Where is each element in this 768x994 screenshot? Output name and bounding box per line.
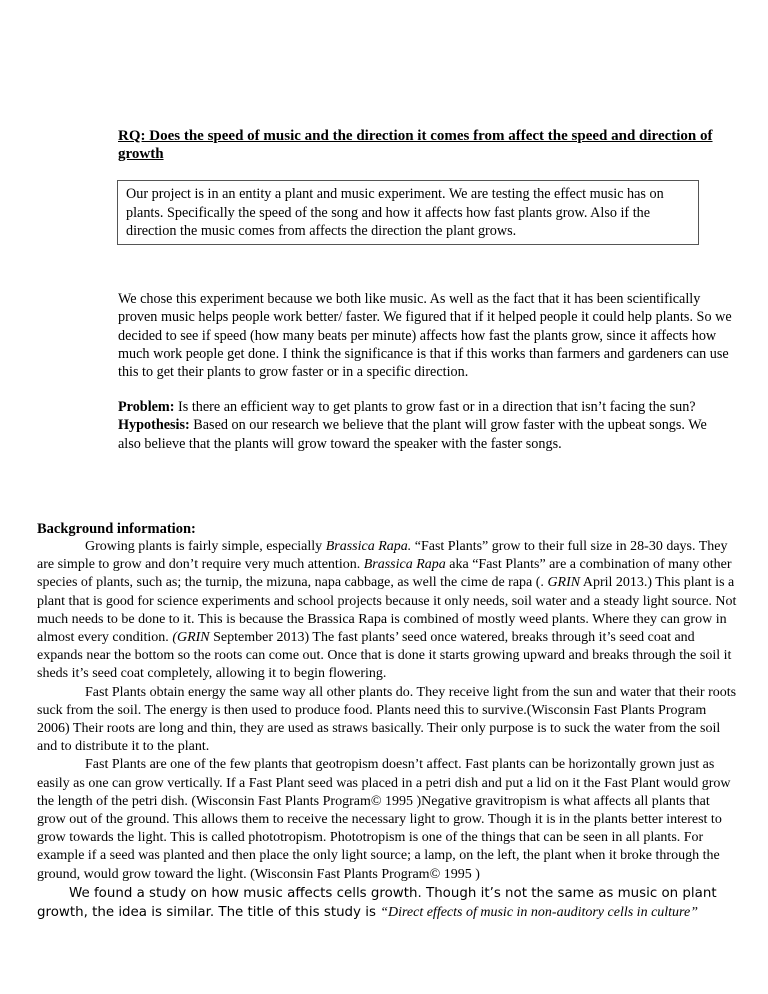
problem-statement — [118, 398, 733, 416]
research-question: RQ: Does the speed of music and the direction it comes from affect the speed and direction of growth — [118, 128, 713, 162]
hypothesis-label: Hypothesis: — [118, 417, 190, 434]
background-paragraph-3: Fast Plants are one of the few plants that geotropism doesn’t affect. Fast plants can be horizontally grown just as easily as one can grow vertically. If a Fast Plant seed was placed in a petri dish and put a lid on it the Fast Plant would grow the length of the petri dish. (Wisconsin Fast Plants Program© 1995 )Negative gravitropism is what affects all plants that grow out of the ground. This allows them to receive the necessary light to grow. Though it is in the plants better interest to grow towards the light. This is called phototropism. Phototropism is one of the things that can be seen in all plants. For example if a seed was planted and then place the only light source; a lamp, on the left, the plant when it broke through the ground, would grow toward the light. (Wisconsin Fast Plants Program© 1995 ) — [37, 757, 731, 882]
motivation-paragraph: We chose this experiment because we both like music. As well as the fact that it has been scientifically proven music helps people work better/ faster. We figured that if it helped people it could help plants. So we decided to see if speed (how many beats per minute) affects how fast the plants grow, since it affects how much work people get done. I think the significance is that if this works than farmers and gardeners can use this to get their plants to grow faster or in a specific direction. — [118, 291, 732, 381]
background-body — [37, 538, 737, 922]
problem-hypothesis-block — [118, 398, 733, 453]
problem-label: Problem: — [118, 399, 175, 415]
background-paragraph-4: We found a study on how music affects cells growth. Though it’s not the same as music on plant growth, the idea is similar. The title of this study is “Direct effects of music in non-auditory cells in culture” — [37, 885, 717, 920]
background-paragraph-1: Growing plants is fairly simple, especially Brassica Rapa. “Fast Plants” grow to their full size in 28-30 days. They are simple to grow and don’t require very much attention. Brassica Rapa aka “Fast Plants” are a combination of many other species of plants, such as; the turnip, the mizuna, napa cabbage, as well the cime de rapa (. GRIN April 2013.) This plant is a plant that is good for science experiments and school projects because it only needs, soil water and a steady light source. Not much needs to be done to it. This is because the Brassica Rapa is combined of mostly weed plants. Where they can grow in almost every condition. (GRIN September 2013) The fast plants’ seed once watered, breaks through it’s seed coat and expands near the bottom so the roots can come out. Once that is done it starts growing upward and breaks through the soil it sheds it’s seed coat completely, allowing it to begin flowering. — [37, 539, 737, 682]
hypothesis-text: Based on our research we believe that the plant will grow faster with the upbeat songs. We also believe that the plants will grow toward the speaker with the faster songs. — [118, 417, 707, 452]
problem-text: Is there an efficient way to get plants to grow fast or in a direction that isn’t facing the sun? — [174, 399, 696, 415]
background-heading: Background information: — [37, 521, 196, 537]
background-paragraph-2: Fast Plants obtain energy the same way all other plants do. They receive light from the sun and water that their roots suck from the soil. The energy is then used to produce food. Plants need this to survive.(Wisconsin Fast Plants Program 2006) Their roots are long and thin, they are used as straws basically. Their only purpose is to suck the water from the soil and to distribute it to the plant. — [37, 684, 737, 755]
project-summary-box: Our project is in an entity a plant and music experiment. We are testing the effect music has on plants. Specifically the speed of the song and how it affects how fast plants grow. Also if the direction the music comes from affects the direction the plant grows. — [117, 180, 699, 245]
hypothesis-statement — [118, 416, 733, 453]
